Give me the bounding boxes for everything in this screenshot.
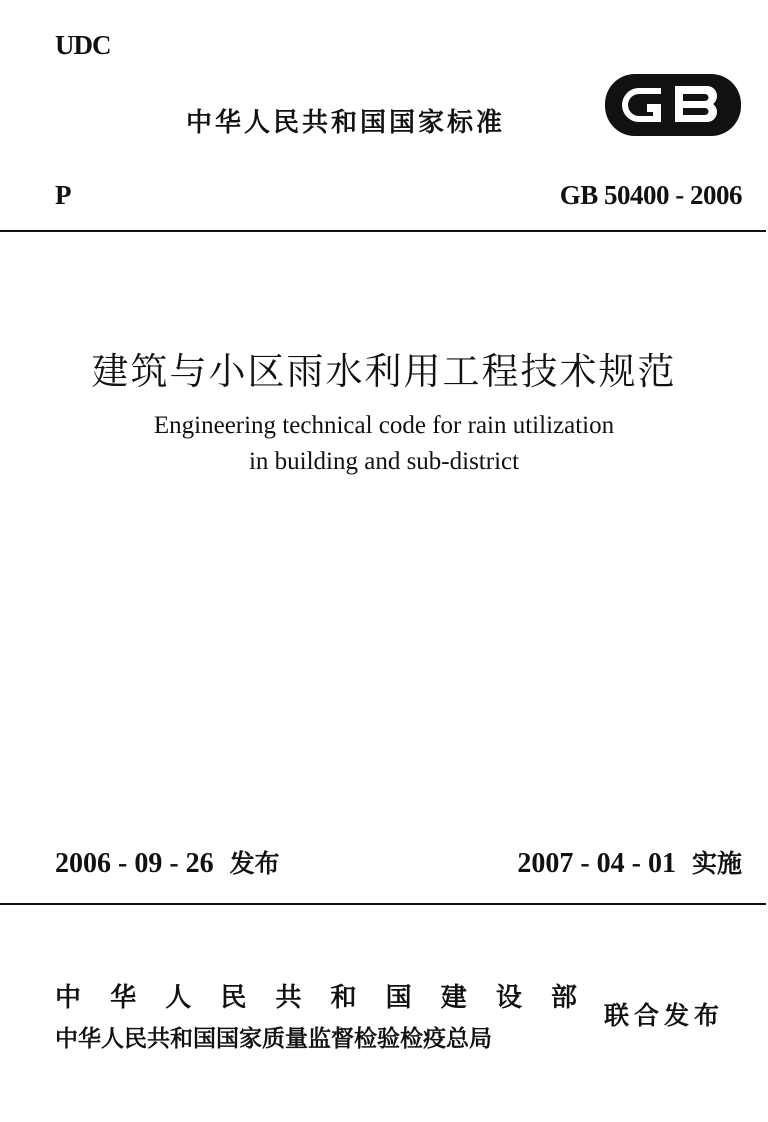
implement-label: 实施: [691, 849, 742, 878]
issue-label: 发布: [229, 849, 280, 878]
udc-label: UDC: [55, 30, 111, 60]
issuer-ministry: [55, 977, 577, 1014]
issue-date: 2006 - 09 - 26: [55, 848, 214, 879]
implement-date-block: [517, 844, 742, 880]
issuer-char: 设: [495, 983, 522, 1013]
issuer-char: 华: [110, 983, 137, 1013]
issuer-char: 民: [220, 983, 247, 1013]
issuer-char: 人: [165, 983, 192, 1013]
issuer-char: 建: [440, 983, 467, 1013]
title-english-line1: Engineering technical code for rain utilization: [153, 412, 615, 439]
top-divider: [0, 230, 766, 232]
issuer-char: 共: [275, 983, 302, 1013]
gb-logo-icon: [603, 70, 743, 140]
title-english-line2: in building and sub-district: [248, 448, 520, 475]
issuer-char: 中: [55, 983, 82, 1013]
issuer-char: 和: [330, 983, 357, 1013]
issue-date-block: [55, 844, 280, 880]
issuer-quality-bureau: 中华人民共和国国家质量监督检验检疫总局: [55, 1026, 492, 1052]
implement-date: 2007 - 04 - 01: [517, 848, 676, 879]
bottom-divider: [0, 903, 766, 905]
joint-issue-label: 联合发布: [604, 1001, 725, 1030]
standard-number: GB 50400 - 2006: [559, 180, 742, 210]
issuer-char: 部: [550, 983, 577, 1013]
national-standard-heading: 中华人民共和国国家标准: [186, 108, 506, 138]
title-chinese: 建筑与小区雨水利用工程技术规范: [91, 350, 677, 393]
issuer-char: 国: [385, 983, 412, 1013]
title-english: [0, 408, 768, 480]
category-code: P: [55, 180, 72, 210]
